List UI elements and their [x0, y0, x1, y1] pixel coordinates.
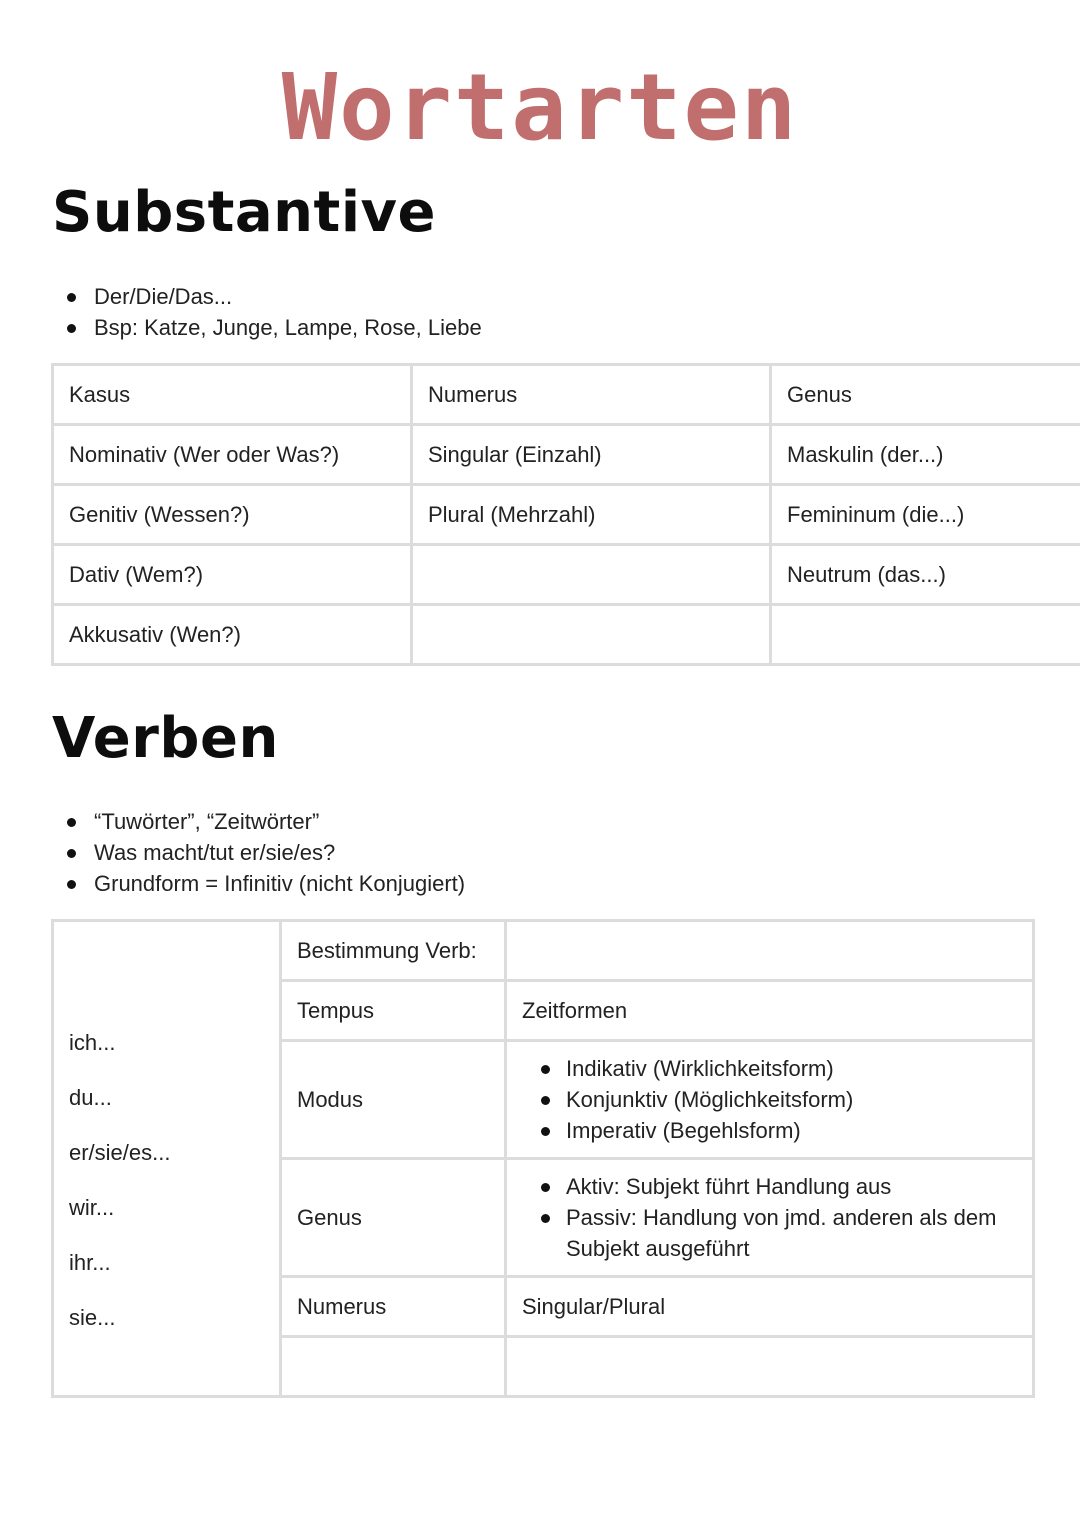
person-er-sie-es: er/sie/es... — [69, 1140, 171, 1165]
list-item: Konjunktiv (Möglichkeitsform) — [522, 1084, 1017, 1115]
header-numerus: Numerus — [412, 365, 771, 425]
person-ich: ich... — [69, 1030, 116, 1055]
list-item: Was macht/tut er/sie/es? — [52, 837, 465, 868]
numerus-value: Singular/Plural — [506, 1277, 1034, 1337]
verben-table — [51, 919, 1035, 1398]
empty-cell — [506, 1337, 1034, 1397]
list-item: Grundform = Infinitiv (nicht Konjugiert) — [52, 868, 465, 899]
person-sie: sie... — [69, 1305, 116, 1330]
genus-list — [522, 1171, 1017, 1264]
empty-cell — [281, 1337, 506, 1397]
table-cell: Femininum (die...) — [771, 485, 1080, 545]
substantive-table — [51, 363, 1080, 666]
list-item: “Tuwörter”, “Zeitwörter” — [52, 806, 465, 837]
table-cell: Nominativ (Wer oder Was?) — [53, 425, 412, 485]
list-item: Der/Die/Das... — [52, 281, 482, 312]
bestimmung-label: Bestimmung Verb: — [281, 921, 506, 981]
tempus-label: Tempus — [281, 981, 506, 1041]
numerus-label: Numerus — [281, 1277, 506, 1337]
header-kasus: Kasus — [53, 365, 412, 425]
heading-substantive: Substantive — [52, 180, 436, 245]
person-du: du... — [69, 1085, 112, 1110]
modus-list — [522, 1053, 1017, 1146]
table-cell: Genitiv (Wessen?) — [53, 485, 412, 545]
table-row — [53, 485, 1080, 545]
table-cell — [412, 605, 771, 665]
list-item: Aktiv: Subjekt führt Handlung aus — [522, 1171, 1017, 1202]
table-cell: Maskulin (der...) — [771, 425, 1080, 485]
genus-label: Genus — [281, 1159, 506, 1277]
page-title: Wortarten — [281, 54, 799, 161]
table-cell — [771, 605, 1080, 665]
header-genus: Genus — [771, 365, 1080, 425]
table-cell: Plural (Mehrzahl) — [412, 485, 771, 545]
bestimmung-value — [506, 921, 1034, 981]
verben-bullet-list — [52, 806, 465, 899]
table-row — [53, 605, 1080, 665]
table-row — [53, 545, 1080, 605]
table-cell: Dativ (Wem?) — [53, 545, 412, 605]
tempus-value: Zeitformen — [506, 981, 1034, 1041]
list-item: Bsp: Katze, Junge, Lampe, Rose, Liebe — [52, 312, 482, 343]
table-row — [53, 921, 1034, 981]
table-row — [53, 425, 1080, 485]
substantive-bullet-list — [52, 281, 482, 343]
list-item: Imperativ (Begehlsform) — [522, 1115, 1017, 1146]
table-cell: Singular (Einzahl) — [412, 425, 771, 485]
table-cell — [412, 545, 771, 605]
modus-label: Modus — [281, 1041, 506, 1159]
person-ihr: ihr... — [69, 1250, 111, 1275]
table-cell: Neutrum (das...) — [771, 545, 1080, 605]
table-row — [53, 365, 1080, 425]
modus-value — [506, 1041, 1034, 1159]
genus-value — [506, 1159, 1034, 1277]
person-wir: wir... — [69, 1195, 115, 1220]
persons-cell — [53, 921, 281, 1397]
list-item: Passiv: Handlung von jmd. anderen als dem Subjekt ausgeführt — [522, 1202, 1017, 1264]
table-cell: Akkusativ (Wen?) — [53, 605, 412, 665]
list-item: Indikativ (Wirklichkeitsform) — [522, 1053, 1017, 1084]
heading-verben: Verben — [52, 706, 279, 771]
